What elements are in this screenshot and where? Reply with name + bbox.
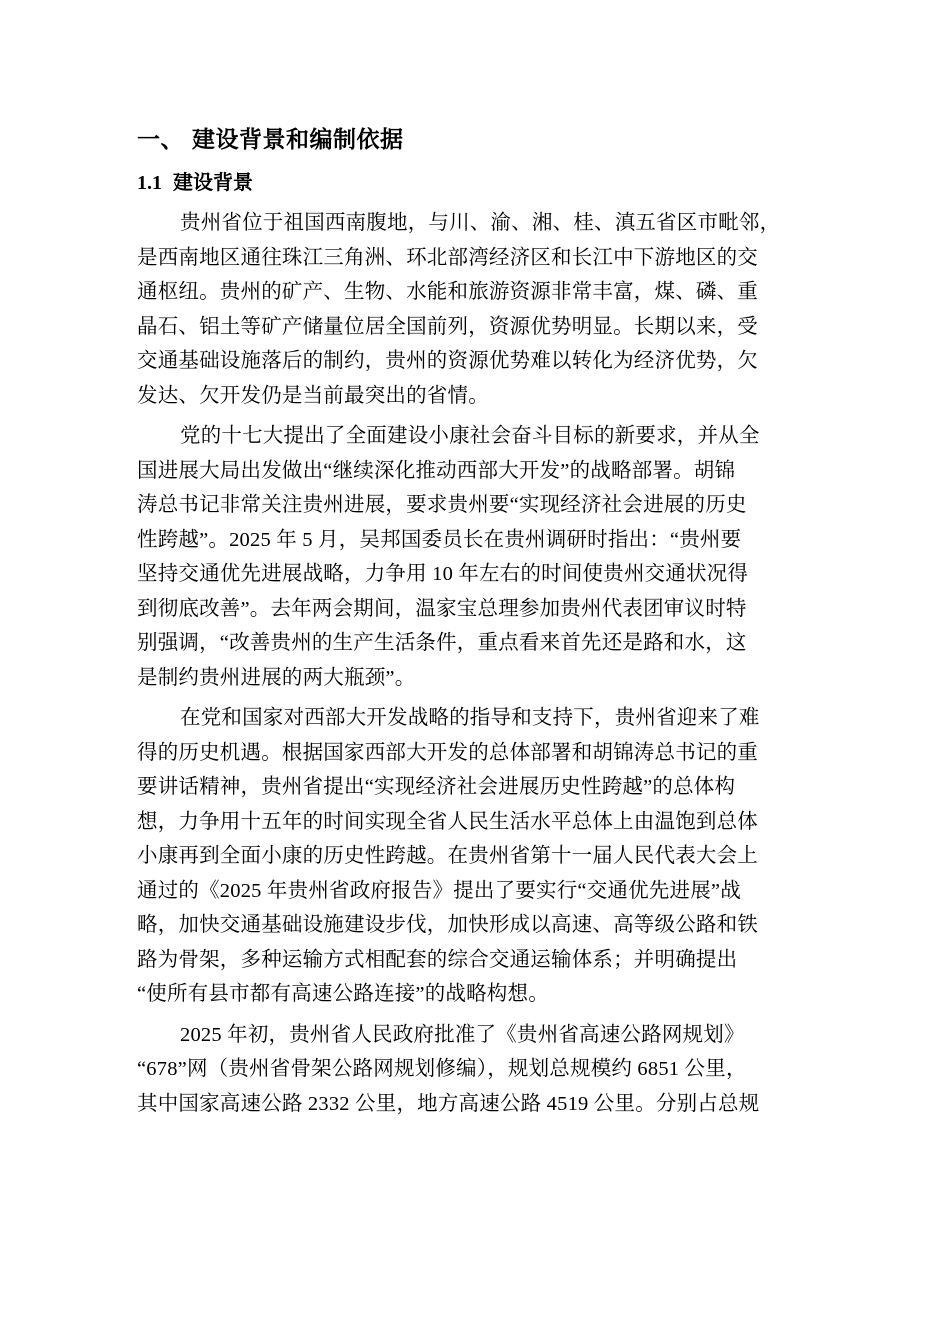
- text-line: 是西南地区通往珠江三角洲、环北部湾经济区和长江中下游地区的交: [137, 246, 758, 269]
- text-line: “使所有县市都有高速公路连接”的战略构想。: [137, 983, 549, 1005]
- text-line: 发达、欠开发仍是当前最突出的省情。: [137, 384, 489, 407]
- subsection-heading: [137, 164, 817, 200]
- text-line: 到彻底改善”。去年两会期间，温家宝总理参加贵州代表团审议时特: [137, 597, 747, 620]
- section-title: 建设背景和编制依据: [192, 127, 404, 153]
- document-body: [137, 120, 817, 1121]
- text-line: 要讲话精神，贵州省提出“实现经济社会进展历史性跨越”的总体构: [137, 776, 736, 798]
- paragraph-3: [137, 701, 817, 1012]
- text-line: 性跨越”。2025 年 5 月，吴邦国委员长在贵州调研时指出：“贵州要: [137, 528, 742, 551]
- text-line: 略，加快交通基础设施建设步伐，加快形成以高速、高等级公路和铁: [137, 914, 758, 936]
- text-line: 其中国家高速公路 2332 公里，地方高速公路 4519 公里。分别占总规: [137, 1092, 760, 1115]
- text-line: 小康再到全面小康的历史性跨越。在贵州省第十一届人民代表大会上: [137, 845, 758, 867]
- subsection-number: 1.1: [137, 172, 162, 194]
- text-line: 别强调，“改善贵州的生产生活条件，重点看来首先还是路和水，这: [137, 632, 747, 654]
- text-line: 涛总书记非常关注贵州进展，要求贵州要“实现经济社会进展的历史: [137, 494, 747, 516]
- text-line: 得的历史机遇。根据国家西部大开发的总体部署和胡锦涛总书记的重: [137, 741, 758, 764]
- text-line: 国进展大局出发做出“继续深化推动西部大开发”的战略部署。胡锦: [137, 459, 736, 482]
- paragraph-1: [137, 206, 817, 413]
- text-line: 在党和国家对西部大开发战略的指导和支持下，贵州省迎来了难: [180, 707, 760, 729]
- text-line: “678”网（贵州省骨架公路网规划修编），规划总规模约 6851 公里，: [137, 1058, 747, 1080]
- text-line: 通枢纽。贵州的矿产、生物、水能和旅游资源非常丰富，煤、磷、重: [137, 281, 758, 303]
- section-heading: [137, 120, 817, 160]
- text-line: 通过的《2025 年贵州省政府报告》提出了要实行“交通优先进展”战: [137, 879, 741, 902]
- paragraph-2: [137, 419, 817, 695]
- text-line: 是制约贵州进展的两大瓶颈”。: [137, 666, 416, 689]
- text-line: 2025 年初，贵州省人民政府批准了《贵州省高速公路网规划》: [180, 1023, 745, 1046]
- text-line: 晶石、铝土等矿产储量位居全国前列，资源优势明显。长期以来，受: [137, 315, 758, 338]
- text-line: 贵州省位于祖国西南腹地，与川、渝、湘、桂、滇五省区市毗邻，: [180, 212, 781, 234]
- section-number: 一、: [137, 127, 184, 153]
- paragraph-4: [137, 1018, 817, 1122]
- text-line: 坚持交通优先进展战略，力争用 10 年左右的时间使贵州交通状况得: [137, 563, 749, 585]
- text-line: 党的十七大提出了全面建设小康社会奋斗目标的新要求，并从全: [180, 425, 760, 447]
- text-line: 想，力争用十五年的时间实现全省人民生活水平总体上由温饱到总体: [137, 810, 758, 833]
- text-line: 交通基础设施落后的制约，贵州的资源优势难以转化为经济优势，欠: [137, 350, 758, 372]
- text-line: 路为骨架，多种运输方式相配套的综合交通运输体系；并明确提出: [137, 948, 738, 971]
- subsection-title: 建设背景: [173, 170, 253, 194]
